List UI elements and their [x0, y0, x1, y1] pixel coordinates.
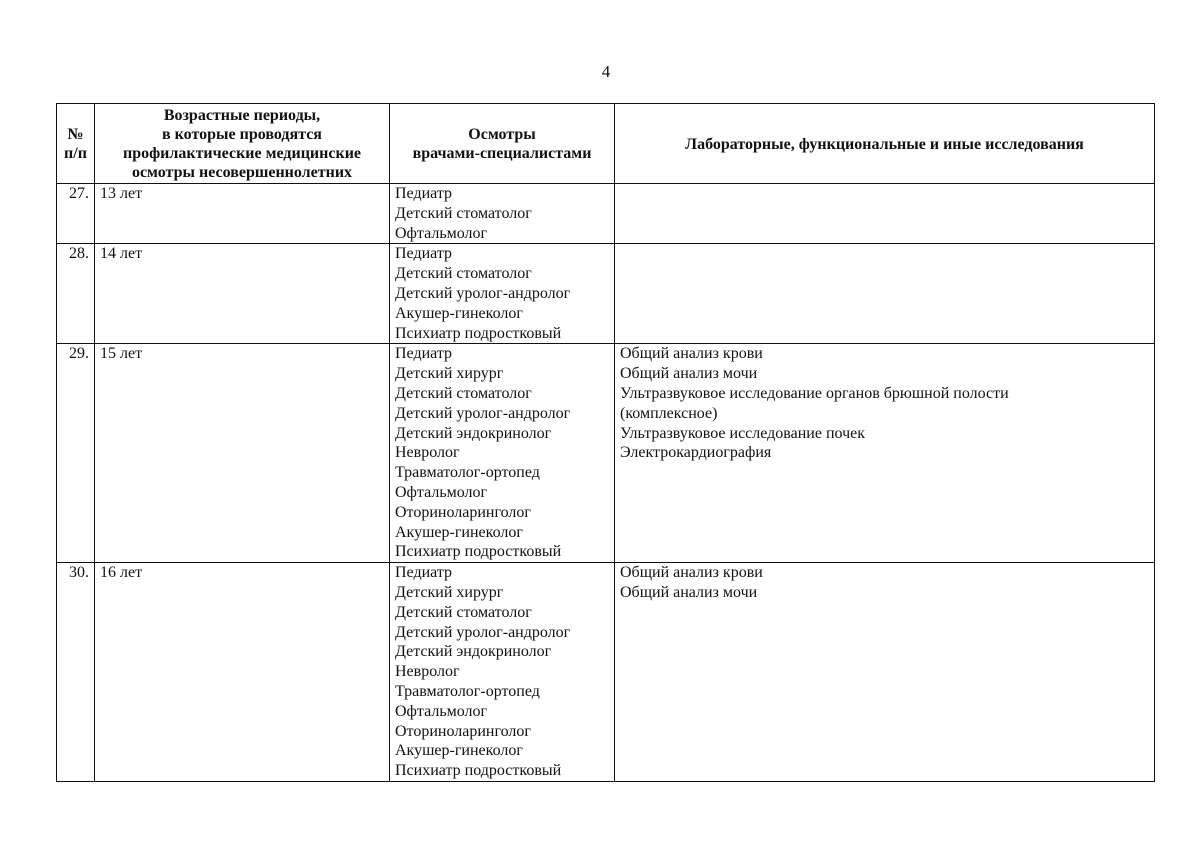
- header-line: Осмотры: [468, 126, 536, 143]
- lab-item: Электрокардиография: [620, 444, 772, 462]
- header-doctor-exams: [390, 104, 615, 184]
- row-labs: [615, 244, 1155, 344]
- doctor-item: Офтальмолог: [395, 483, 488, 501]
- row-number: 27.: [57, 184, 95, 244]
- doctor-item: Акушер-гинеколог: [395, 742, 523, 760]
- header-age-periods: [95, 104, 390, 184]
- table-row: [57, 184, 1155, 244]
- doctor-item: Детский хирург: [395, 365, 504, 383]
- header-lab-studies: [615, 104, 1155, 184]
- row-age: 15 лет: [95, 344, 390, 563]
- doctor-item: Детский эндокринолог: [395, 424, 552, 442]
- doctor-item: Офтальмолог: [395, 702, 488, 720]
- lab-item: Общий анализ мочи: [620, 583, 758, 601]
- doctor-item: Педиатр: [395, 245, 453, 263]
- header-line: Возрастные периоды,: [163, 107, 321, 124]
- doctor-item: Травматолог-ортопед: [395, 464, 540, 482]
- header-line: №: [67, 126, 84, 143]
- doctor-item: Педиатр: [395, 564, 453, 582]
- doctor-item: Оториноларинголог: [395, 722, 531, 740]
- page-number: 4: [601, 62, 611, 81]
- doctor-item: Психиатр подростковый: [395, 543, 562, 561]
- header-line: врачами-специалистами: [412, 145, 592, 162]
- doctor-item: Психиатр подростковый: [395, 324, 562, 342]
- doctor-item: Педиатр: [395, 185, 453, 202]
- row-labs: [615, 184, 1155, 244]
- row-age: 13 лет: [95, 184, 390, 244]
- medical-exam-table: [56, 103, 1155, 782]
- table-row: [57, 344, 1155, 563]
- doctor-item: Детский уролог-андролог: [395, 623, 571, 641]
- doctor-item: Детский стоматолог: [395, 603, 532, 621]
- lab-item: (комплексное): [620, 404, 718, 422]
- doctor-item: Детский хирург: [395, 583, 504, 601]
- row-doctors: [390, 244, 615, 344]
- row-doctors: [390, 184, 615, 244]
- header-line: в которые проводятся: [162, 126, 322, 143]
- doctor-item: Акушер-гинеколог: [395, 523, 523, 541]
- doctor-item: Акушер-гинеколог: [395, 304, 523, 322]
- doctor-item: Невролог: [395, 663, 460, 681]
- table-header-row: [57, 104, 1155, 184]
- lab-item: Ультразвуковое исследование органов брюшной полости: [620, 384, 1009, 402]
- header-line: Лабораторные, функциональные и иные исследования: [685, 135, 1084, 153]
- row-labs: [615, 563, 1155, 782]
- header-line: осмотры несовершеннолетних: [131, 164, 353, 181]
- row-number: 29.: [57, 344, 95, 563]
- doctor-item: Детский стоматолог: [395, 384, 532, 402]
- doctor-item: Детский эндокринолог: [395, 643, 552, 661]
- row-number: 28.: [57, 244, 95, 344]
- row-number: 30.: [57, 563, 95, 782]
- doctor-item: Детский уролог-андролог: [395, 404, 571, 422]
- doctor-item: Психиатр подростковый: [395, 762, 562, 780]
- row-doctors: [390, 344, 615, 563]
- doctor-item: Травматолог-ортопед: [395, 682, 540, 700]
- doctor-item: Офтальмолог: [395, 224, 488, 242]
- lab-item: Общий анализ мочи: [620, 365, 758, 383]
- header-line: п/п: [64, 145, 87, 162]
- table-row: [57, 563, 1155, 782]
- doctor-item: Педиатр: [395, 345, 453, 363]
- doctor-item: Невролог: [395, 444, 460, 462]
- doctor-item: Оториноларинголог: [395, 503, 531, 521]
- row-age: 14 лет: [95, 244, 390, 344]
- doctor-item: Детский уролог-андролог: [395, 284, 571, 302]
- lab-item: Общий анализ крови: [620, 345, 763, 363]
- header-line: профилактические медицинские: [122, 145, 362, 162]
- lab-item: Общий анализ крови: [620, 564, 763, 582]
- doctor-item: Детский стоматолог: [395, 204, 532, 222]
- lab-item: Ультразвуковое исследование почек: [620, 424, 866, 442]
- header-number: [57, 104, 95, 184]
- table-row: [57, 244, 1155, 344]
- doctor-item: Детский стоматолог: [395, 265, 532, 283]
- row-age: 16 лет: [95, 563, 390, 782]
- row-doctors: [390, 563, 615, 782]
- row-labs: [615, 344, 1155, 563]
